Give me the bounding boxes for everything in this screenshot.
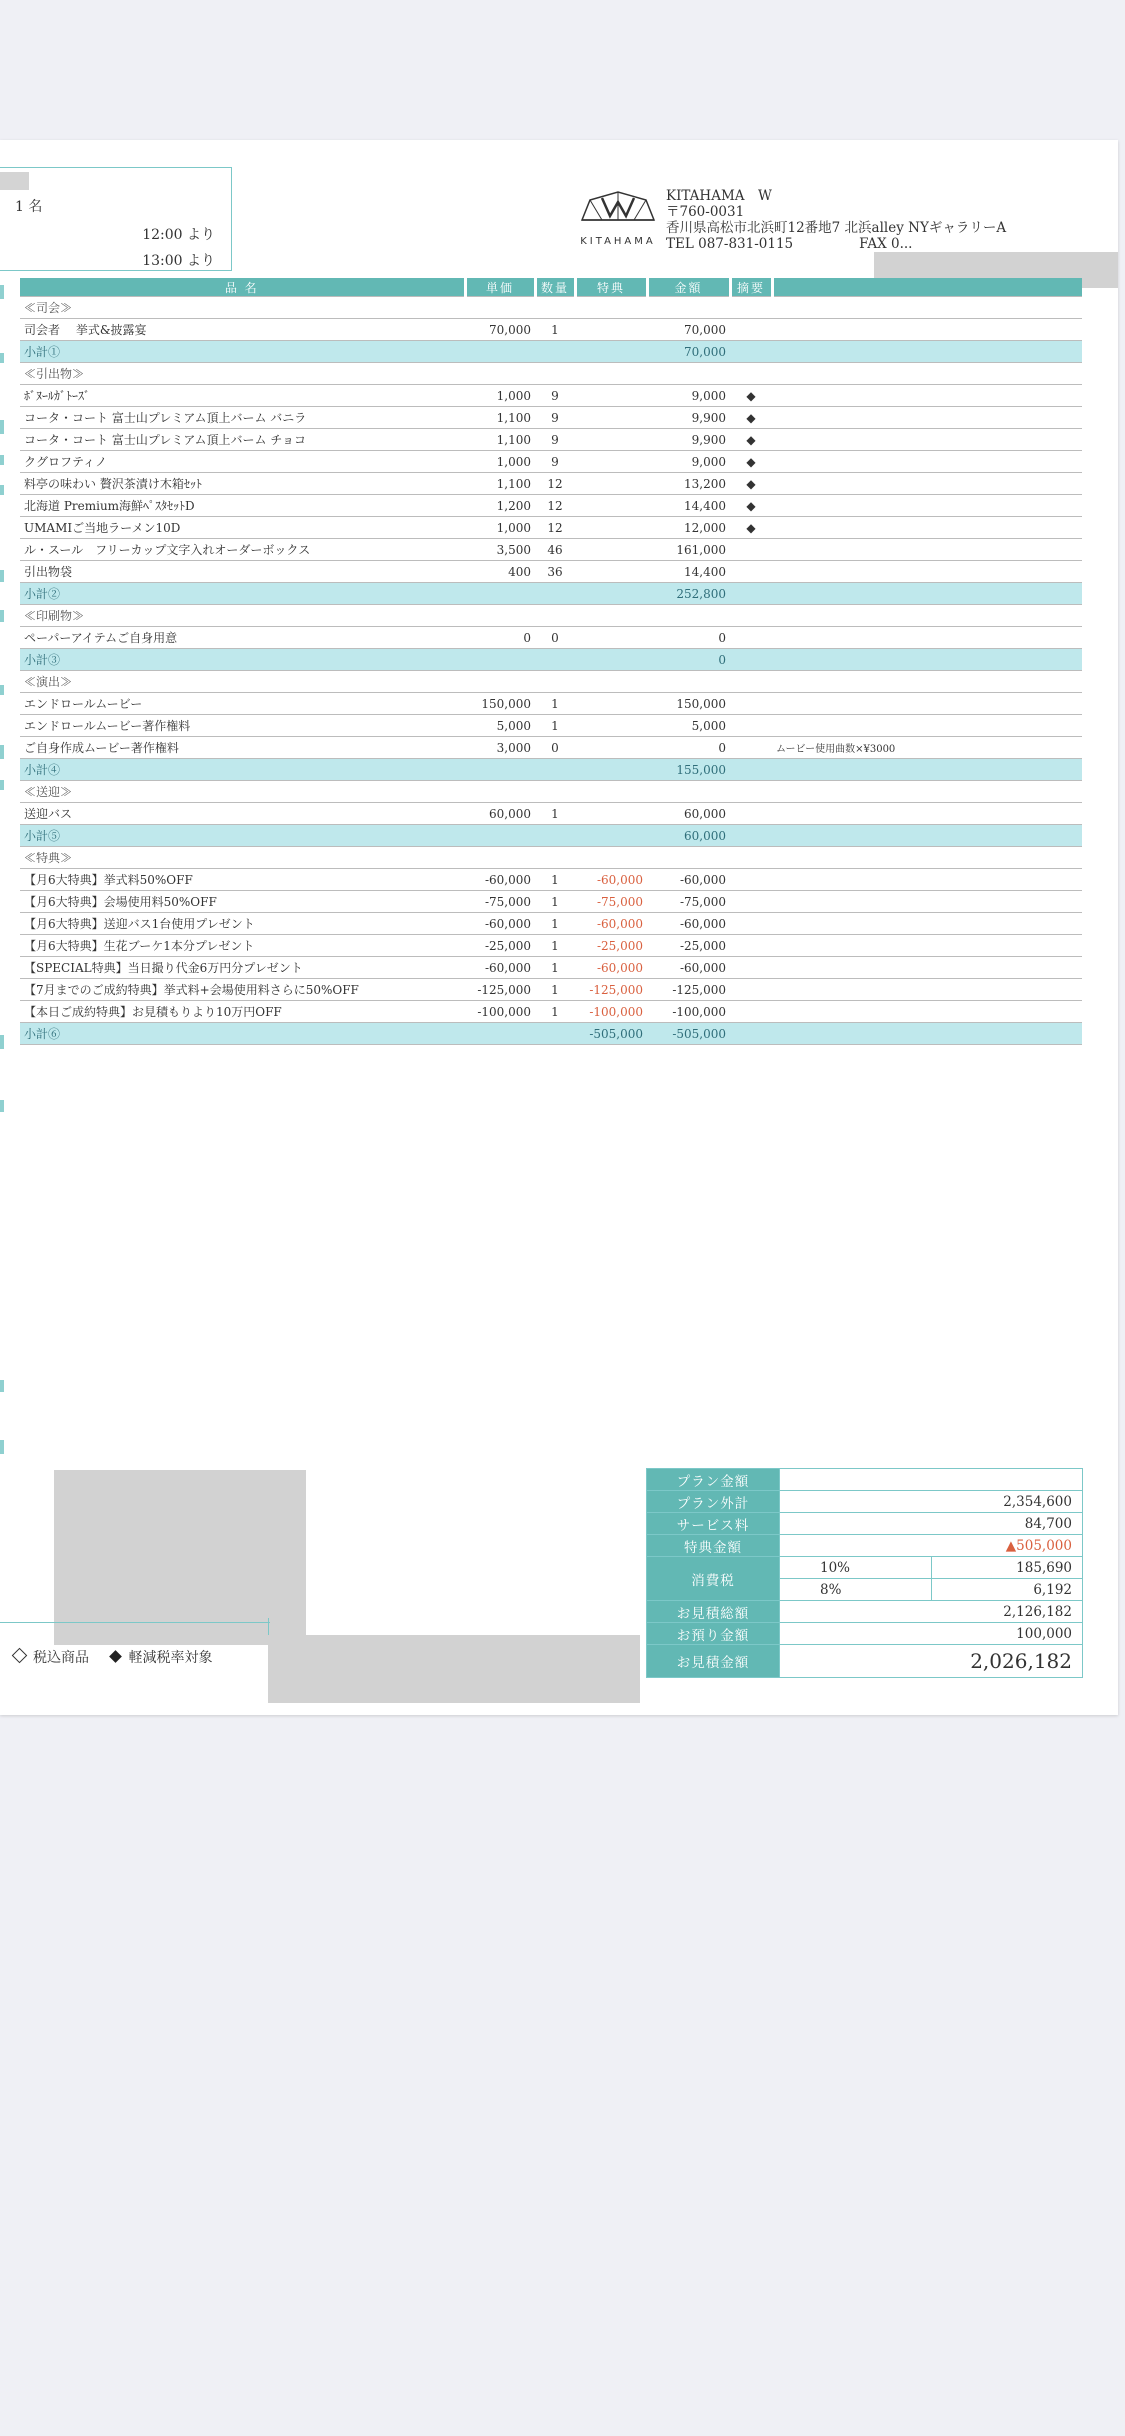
summary-row-extra: プラン外計 2,354,600 [647, 1491, 1083, 1513]
item-remarks [772, 495, 1082, 517]
item-mark [730, 891, 772, 913]
item-unit-price: 1,100 [465, 473, 535, 495]
col-remarks [772, 278, 1082, 297]
item-unit-price: 3,000 [465, 737, 535, 759]
item-remarks [772, 803, 1082, 825]
item-tokuten: -125,000 [575, 979, 647, 1001]
item-amount: 14,400 [647, 561, 730, 583]
item-tokuten [575, 495, 647, 517]
item-remarks [772, 517, 1082, 539]
item-remarks [772, 869, 1082, 891]
item-mark [730, 561, 772, 583]
item-name: 料亭の味わい 贅沢茶漬け木箱ｾｯﾄ [20, 473, 465, 495]
item-quantity: 0 [535, 627, 575, 649]
item-unit-price: -25,000 [465, 935, 535, 957]
item-remarks [772, 1001, 1082, 1023]
reception-info-box [0, 167, 232, 271]
divider [0, 1622, 270, 1623]
summary-row-grand-total: お見積金額 2,026,182 [647, 1645, 1083, 1678]
table-row [20, 451, 1082, 473]
subtotal-label: 小計③ [20, 649, 575, 671]
summary-row-deposit: お預り金額 100,000 [647, 1623, 1083, 1645]
item-remarks [772, 539, 1082, 561]
item-name: 【7月までのご成約特典】挙式料+会場使用料さらに50%OFF [20, 979, 465, 1001]
item-remarks [772, 979, 1082, 1001]
item-tokuten [575, 803, 647, 825]
subtotal-tokuten [575, 649, 647, 671]
open-diamond-icon [12, 1648, 28, 1664]
item-quantity: 0 [535, 737, 575, 759]
table-row [20, 385, 1082, 407]
col-quantity: 数量 [535, 278, 575, 297]
item-tokuten [575, 737, 647, 759]
company-info [666, 188, 1006, 252]
item-tokuten [575, 451, 647, 473]
item-tokuten [575, 429, 647, 451]
table-row [20, 627, 1082, 649]
item-mark [730, 957, 772, 979]
subtotal-filler [730, 341, 1082, 363]
item-tokuten [575, 407, 647, 429]
item-mark: ◆ [730, 385, 772, 407]
item-name: 【月6大特典】挙式料50%OFF [20, 869, 465, 891]
company-address: 香川県高松市北浜町12番地7 北浜alley NYギャラリーA [666, 220, 1007, 236]
item-quantity: 1 [535, 891, 575, 913]
item-unit-price: 1,200 [465, 495, 535, 517]
subtotal-tokuten [575, 825, 647, 847]
item-tokuten [575, 561, 647, 583]
item-name: 司会者 挙式&披露宴 [20, 319, 465, 341]
col-unit-price: 単価 [465, 278, 535, 297]
item-name: 【本日ご成約特典】お見積もりより10万円OFF [20, 1001, 465, 1023]
estimate-items-table [20, 278, 1082, 1045]
subtotal-amount: 155,000 [647, 759, 730, 781]
subtotal-filler [730, 649, 1082, 671]
item-amount: 5,000 [647, 715, 730, 737]
table-row [20, 429, 1082, 451]
item-amount: 9,900 [647, 407, 730, 429]
subtotal-row [20, 583, 1082, 605]
table-row [20, 561, 1082, 583]
table-row [20, 517, 1082, 539]
item-mark [730, 627, 772, 649]
item-mark [730, 1001, 772, 1023]
item-tokuten: -60,000 [575, 913, 647, 935]
item-remarks [772, 715, 1082, 737]
subtotal-amount: 60,000 [647, 825, 730, 847]
item-mark [730, 913, 772, 935]
subtotal-filler [730, 825, 1082, 847]
item-remarks [772, 407, 1082, 429]
item-quantity: 1 [535, 935, 575, 957]
item-name: コータ・コート 富士山プレミアム頂上バーム チョコ [20, 429, 465, 451]
table-row [20, 803, 1082, 825]
item-remarks [772, 891, 1082, 913]
item-unit-price: -75,000 [465, 891, 535, 913]
subtotal-amount: -505,000 [647, 1023, 730, 1045]
item-name: 送迎バス [20, 803, 465, 825]
item-tokuten [575, 693, 647, 715]
category-row [20, 363, 1082, 385]
table-header-row [20, 278, 1082, 297]
item-name: ペーパーアイテムご自身用意 [20, 627, 465, 649]
table-row [20, 473, 1082, 495]
subtotal-filler [730, 583, 1082, 605]
item-unit-price: -100,000 [465, 1001, 535, 1023]
redacted-block [268, 1635, 640, 1703]
item-unit-price: -60,000 [465, 957, 535, 979]
item-mark [730, 693, 772, 715]
item-tokuten: -100,000 [575, 1001, 647, 1023]
item-quantity: 1 [535, 913, 575, 935]
item-unit-price: -60,000 [465, 913, 535, 935]
item-name: エンドロールムービー著作権料 [20, 715, 465, 737]
company-name: KITAHAMA W [666, 188, 772, 204]
item-quantity: 1 [535, 319, 575, 341]
subtotal-row [20, 649, 1082, 671]
item-mark: ◆ [730, 495, 772, 517]
subtotal-row [20, 1023, 1082, 1045]
category-label: ≪演出≫ [20, 671, 1082, 693]
summary-row-tokuten: 特典金額 ▲505,000 [647, 1535, 1083, 1557]
category-row [20, 671, 1082, 693]
summary-row-tax10: 消費税 10% 185,690 [647, 1557, 1083, 1579]
item-remarks [772, 385, 1082, 407]
item-mark: ◆ [730, 451, 772, 473]
table-row [20, 319, 1082, 341]
item-remarks [772, 561, 1082, 583]
item-quantity: 1 [535, 715, 575, 737]
col-amount: 金額 [647, 278, 730, 297]
item-amount: 161,000 [647, 539, 730, 561]
item-mark: ◆ [730, 473, 772, 495]
item-mark [730, 935, 772, 957]
category-row [20, 605, 1082, 627]
subtotal-tokuten [575, 583, 647, 605]
table-row [20, 979, 1082, 1001]
item-name: 引出物袋 [20, 561, 465, 583]
item-unit-price: -125,000 [465, 979, 535, 1001]
item-amount: 150,000 [647, 693, 730, 715]
table-row [20, 495, 1082, 517]
category-label: ≪司会≫ [20, 297, 1082, 319]
summary-table [646, 1468, 1083, 1678]
item-tokuten [575, 627, 647, 649]
subtotal-row [20, 759, 1082, 781]
table-row [20, 869, 1082, 891]
logo-mark-icon [562, 186, 674, 256]
item-quantity: 12 [535, 473, 575, 495]
item-remarks [772, 319, 1082, 341]
item-quantity: 9 [535, 407, 575, 429]
item-quantity: 36 [535, 561, 575, 583]
item-quantity: 1 [535, 803, 575, 825]
item-unit-price: 1,100 [465, 429, 535, 451]
item-amount: -60,000 [647, 957, 730, 979]
item-remarks [772, 957, 1082, 979]
table-row [20, 539, 1082, 561]
table-row [20, 737, 1082, 759]
item-amount: -125,000 [647, 979, 730, 1001]
item-unit-price: 150,000 [465, 693, 535, 715]
item-amount: 9,900 [647, 429, 730, 451]
item-mark: ◆ [730, 517, 772, 539]
item-unit-price: 0 [465, 627, 535, 649]
item-tokuten [575, 715, 647, 737]
category-label: ≪印刷物≫ [20, 605, 1082, 627]
item-remarks [772, 935, 1082, 957]
table-row [20, 407, 1082, 429]
category-row [20, 847, 1082, 869]
item-name: コータ・コート 富士山プレミアム頂上バーム バニラ [20, 407, 465, 429]
item-tokuten: -75,000 [575, 891, 647, 913]
item-tokuten: -25,000 [575, 935, 647, 957]
estimate-document [0, 140, 1118, 1715]
item-remarks: ムービー使用曲数×¥3000 [772, 737, 1082, 759]
category-row [20, 297, 1082, 319]
item-amount: -75,000 [647, 891, 730, 913]
subtotal-label: 小計① [20, 341, 575, 363]
item-mark [730, 803, 772, 825]
item-quantity: 12 [535, 495, 575, 517]
subtotal-filler [730, 1023, 1082, 1045]
item-amount: -60,000 [647, 913, 730, 935]
item-quantity: 9 [535, 451, 575, 473]
subtotal-label: 小計⑤ [20, 825, 575, 847]
item-amount: 0 [647, 737, 730, 759]
item-unit-price: 1,100 [465, 407, 535, 429]
item-mark [730, 319, 772, 341]
item-name: クグロフティノ [20, 451, 465, 473]
item-name: 【月6大特典】送迎バス1台使用プレゼント [20, 913, 465, 935]
summary-row-tax8: 8% 6,192 [647, 1579, 1083, 1601]
item-remarks [772, 429, 1082, 451]
item-tokuten: -60,000 [575, 869, 647, 891]
category-label: ≪特典≫ [20, 847, 1082, 869]
item-unit-price: 1,000 [465, 451, 535, 473]
item-amount: 70,000 [647, 319, 730, 341]
item-amount: 60,000 [647, 803, 730, 825]
item-name: 北海道 Premium海鮮ﾍﾟｽﾀｾｯﾄD [20, 495, 465, 517]
col-tokuten: 特典 [575, 278, 647, 297]
table-row [20, 913, 1082, 935]
item-mark [730, 539, 772, 561]
item-name: 【SPECIAL特典】当日撮り代金6万円分プレゼント [20, 957, 465, 979]
item-unit-price: 400 [465, 561, 535, 583]
company-postal: 〒760-0031 [666, 204, 745, 220]
item-quantity: 1 [535, 869, 575, 891]
table-row [20, 891, 1082, 913]
subtotal-label: 小計④ [20, 759, 575, 781]
subtotal-tokuten [575, 341, 647, 363]
kitahama-logo [562, 186, 674, 256]
item-tokuten [575, 539, 647, 561]
item-remarks [772, 627, 1082, 649]
item-remarks [772, 693, 1082, 715]
subtotal-label: 小計⑥ [20, 1023, 575, 1045]
item-quantity: 46 [535, 539, 575, 561]
item-unit-price: 5,000 [465, 715, 535, 737]
item-tokuten: -60,000 [575, 957, 647, 979]
item-quantity: 1 [535, 1001, 575, 1023]
subtotal-row [20, 341, 1082, 363]
item-name: ご自身作成ムービー著作権料 [20, 737, 465, 759]
item-name: ル・スール フリーカップ文字入れオーダーボックス [20, 539, 465, 561]
category-label: ≪送迎≫ [20, 781, 1082, 803]
item-quantity: 1 [535, 979, 575, 1001]
redacted-name [0, 172, 29, 190]
filled-diamond-icon [110, 1650, 123, 1663]
subtotal-amount: 0 [647, 649, 730, 671]
company-tel: TEL 087-831-0115 FAX 0... [666, 236, 913, 252]
subtotal-amount: 70,000 [647, 341, 730, 363]
item-unit-price: 1,000 [465, 385, 535, 407]
item-mark [730, 979, 772, 1001]
item-amount: 9,000 [647, 451, 730, 473]
item-name: エンドロールムービー [20, 693, 465, 715]
subtotal-amount: 252,800 [647, 583, 730, 605]
item-unit-price: 60,000 [465, 803, 535, 825]
subtotal-filler [730, 759, 1082, 781]
table-row [20, 935, 1082, 957]
item-unit-price: 70,000 [465, 319, 535, 341]
col-item-name: 品 名 [20, 278, 465, 297]
item-name: 【月6大特典】生花ブーケ1本分プレゼント [20, 935, 465, 957]
item-quantity: 12 [535, 517, 575, 539]
legend [10, 1647, 212, 1667]
item-mark: ◆ [730, 407, 772, 429]
subtotal-tokuten [575, 759, 647, 781]
subtotal-row [20, 825, 1082, 847]
summary-row-total: お見積総額 2,126,182 [647, 1601, 1083, 1623]
item-tokuten [575, 473, 647, 495]
item-name: 【月6大特典】会場使用料50%OFF [20, 891, 465, 913]
item-amount: 0 [647, 627, 730, 649]
item-tokuten [575, 385, 647, 407]
guest-count: 1 名 [15, 199, 43, 215]
item-tokuten [575, 319, 647, 341]
legend-reduced-tax: 軽減税率対象 [128, 1650, 213, 1666]
ceremony-time: 13:00 より [142, 253, 215, 269]
table-row [20, 1001, 1082, 1023]
item-quantity: 1 [535, 957, 575, 979]
item-mark [730, 715, 772, 737]
table-row [20, 715, 1082, 737]
col-summary: 摘要 [730, 278, 772, 297]
table-row [20, 957, 1082, 979]
item-amount: -60,000 [647, 869, 730, 891]
subtotal-tokuten: -505,000 [575, 1023, 647, 1045]
item-quantity: 9 [535, 385, 575, 407]
item-tokuten [575, 517, 647, 539]
item-amount: 12,000 [647, 517, 730, 539]
table-row [20, 693, 1082, 715]
reception-time: 12:00 より [142, 227, 215, 243]
legend-tax-included: 税込商品 [33, 1650, 89, 1666]
subtotal-label: 小計② [20, 583, 575, 605]
item-quantity: 9 [535, 429, 575, 451]
item-amount: -100,000 [647, 1001, 730, 1023]
item-mark [730, 737, 772, 759]
item-amount: 9,000 [647, 385, 730, 407]
item-mark: ◆ [730, 429, 772, 451]
item-unit-price: 3,500 [465, 539, 535, 561]
item-remarks [772, 451, 1082, 473]
category-label: ≪引出物≫ [20, 363, 1082, 385]
item-unit-price: -60,000 [465, 869, 535, 891]
item-remarks [772, 473, 1082, 495]
item-mark [730, 869, 772, 891]
item-amount: -25,000 [647, 935, 730, 957]
category-row [20, 781, 1082, 803]
item-name: UMAMIご当地ラーメン10D [20, 517, 465, 539]
svg-text:KITAHAMA: KITAHAMA [580, 236, 656, 247]
item-amount: 14,400 [647, 495, 730, 517]
item-unit-price: 1,000 [465, 517, 535, 539]
item-quantity: 1 [535, 693, 575, 715]
item-amount: 13,200 [647, 473, 730, 495]
summary-row-plan: プラン金額 [647, 1469, 1083, 1491]
item-name: ﾎﾞﾇｰﾙｶﾞﾄｰｽﾞ [20, 385, 465, 407]
item-remarks [772, 913, 1082, 935]
summary-row-service: サービス料 84,700 [647, 1513, 1083, 1535]
